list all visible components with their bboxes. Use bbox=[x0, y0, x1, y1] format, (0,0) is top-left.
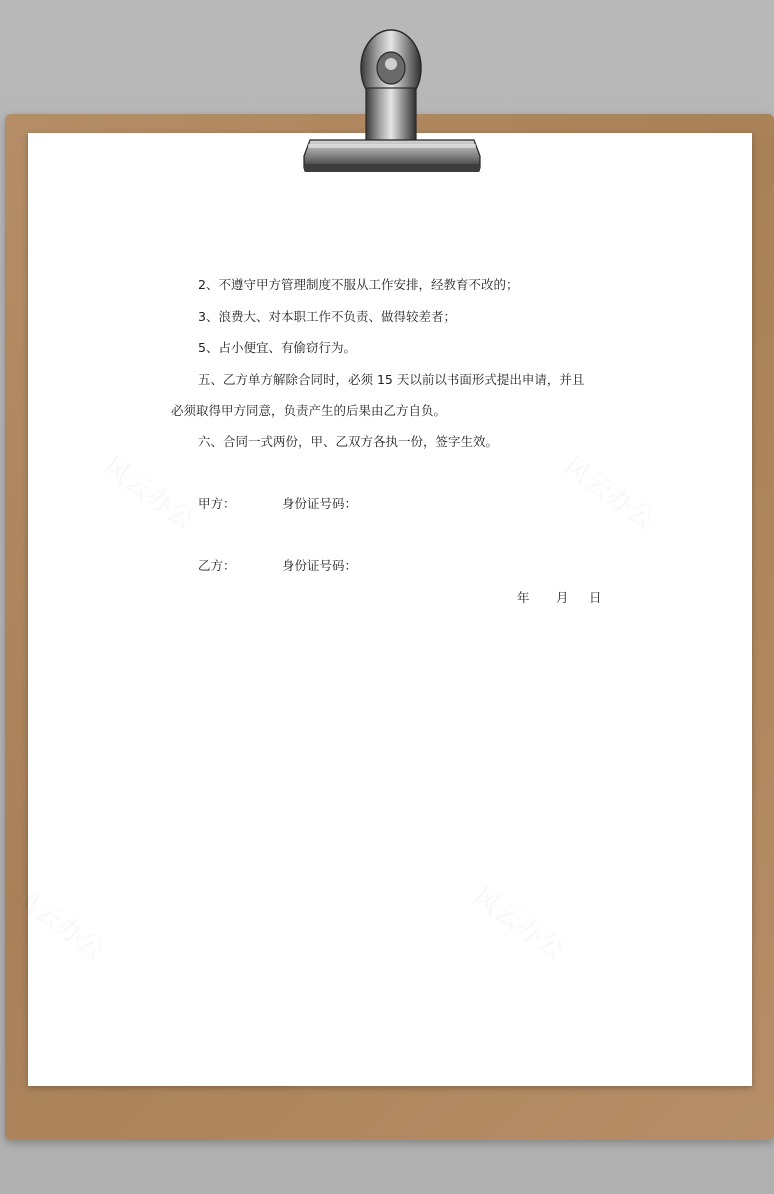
clause-2: 2、不遵守甲方管理制度不服从工作安排，经教育不改的； bbox=[198, 277, 519, 292]
date-day: 日 bbox=[589, 590, 602, 605]
clause-5: 5、占小便宜、有偷窃行为。 bbox=[198, 340, 356, 355]
party-b-id-label: 身份证号码： bbox=[282, 558, 358, 573]
contract-text bbox=[28, 133, 752, 1086]
clause-3: 3、浪费大、对本职工作不负责、做得较差者； bbox=[198, 309, 456, 324]
binder-clip-icon bbox=[290, 26, 490, 178]
copies-clause: 六、合同一式两份，甲、乙双方各执一份，签字生效。 bbox=[198, 434, 499, 449]
date-year: 年 bbox=[517, 590, 530, 605]
party-a-label: 甲方： bbox=[198, 496, 236, 511]
contract-page bbox=[28, 133, 752, 1086]
party-a-id-label: 身份证号码： bbox=[282, 496, 358, 511]
termination-line-2: 必须取得甲方同意，负责产生的后果由乙方自负。 bbox=[171, 403, 447, 418]
termination-line-1: 五、乙方单方解除合同时，必须 15 天以前以书面形式提出申请，并且 bbox=[198, 372, 585, 387]
date-month: 月 bbox=[556, 590, 569, 605]
party-b-label: 乙方： bbox=[198, 558, 236, 573]
